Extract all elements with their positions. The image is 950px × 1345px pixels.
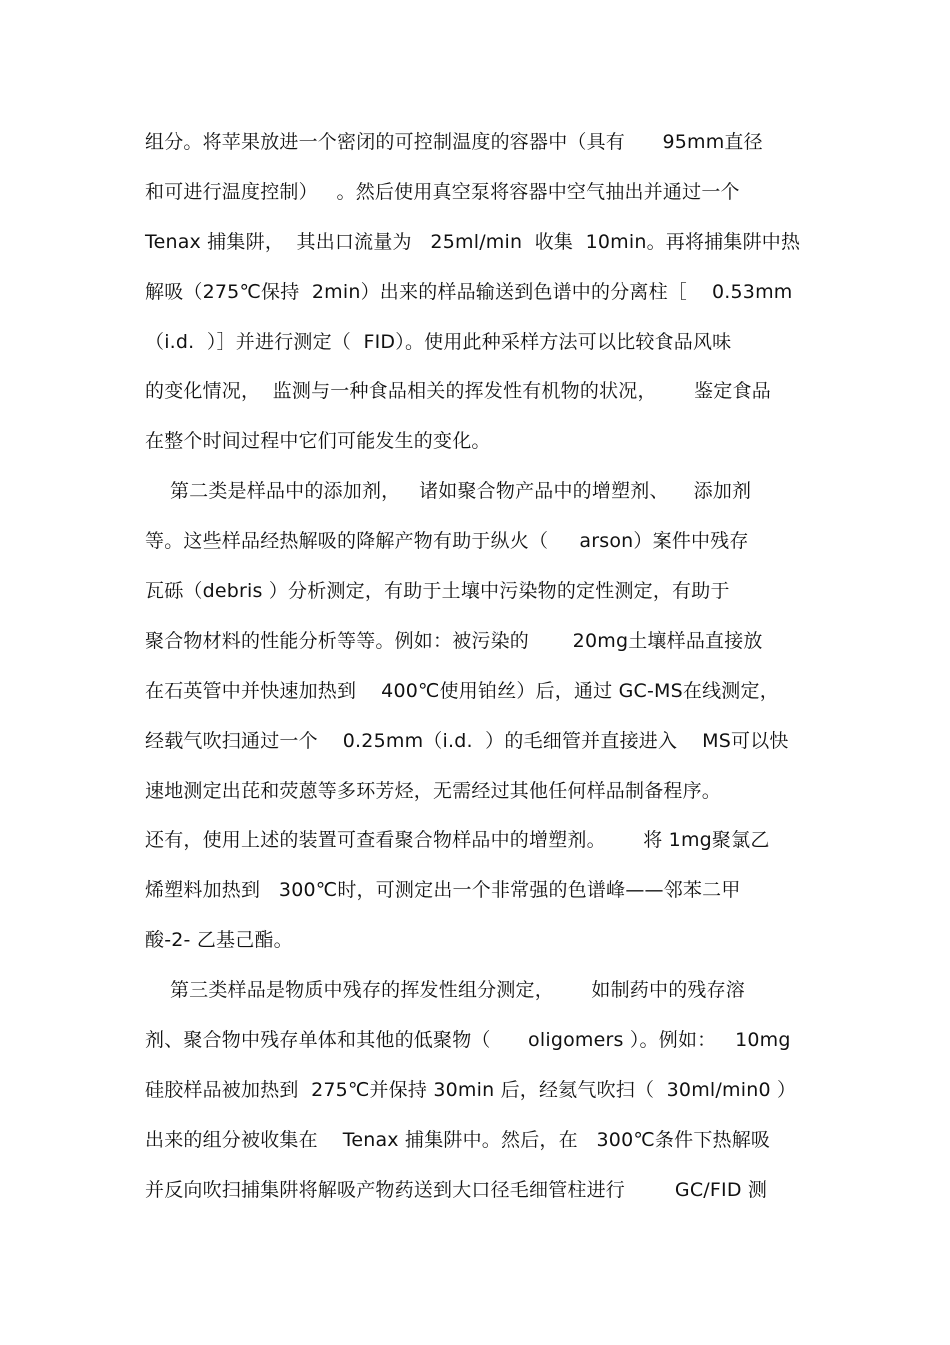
text-line: 硅胶样品被加热到 275℃并保持 30min 后，经氦气吹扫（ 30ml/min0 ）: [145, 1079, 797, 1101]
text-line: 等。这些样品经热解吸的降解产物有助于纵火（ arson）案件中残存: [145, 530, 749, 552]
text-line: 组分。将苹果放进一个密闭的可控制温度的容器中（具有 95mm直径: [145, 131, 763, 153]
text-line: 和可进行温度控制） 。然后使用真空泵将容器中空气抽出并通过一个: [145, 181, 740, 203]
text-line: 还有，使用上述的装置可查看聚合物样品中的增塑剂。 将 1mg聚氯乙: [145, 829, 770, 851]
text-line: 出来的组分被收集在 Tenax 捕集阱中。然后，在 300℃条件下热解吸: [145, 1129, 771, 1151]
text-line: 在整个时间过程中它们可能发生的变化。: [145, 430, 491, 452]
text-line: 的变化情况， 监测与一种食品相关的挥发性有机物的状况， 鉴定食品: [145, 380, 771, 402]
text-line: 速地测定出芘和荧蒽等多环芳烃，无需经过其他任何样品制备程序。: [145, 780, 722, 802]
text-line: Tenax 捕集阱， 其出口流量为 25ml/min 收集 10min。再将捕集阱中热: [145, 231, 801, 253]
text-line: 瓦砾（debris ）分析测定，有助于土壤中污染物的定性测定，有助于: [145, 580, 730, 602]
text-line: 并反向吹扫捕集阱将解吸产物药送到大口径毛细管柱进行 GC/FID 测: [145, 1179, 768, 1201]
text-line: 聚合物材料的性能分析等等。例如：被污染的 20mg土壤样品直接放: [145, 630, 763, 652]
text-line: 烯塑料加热到 300℃时，可测定出一个非常强的色谱峰——邻苯二甲: [145, 879, 741, 901]
text-line: 经载气吹扫通过一个 0.25mm（i.d. ）的毛细管并直接进入 MS可以快: [145, 730, 789, 752]
text-line: （i.d. ）］并进行测定（ FID）。使用此种采样方法可以比较食品风味: [145, 331, 732, 353]
text-line: 酸-2- 乙基己酯。: [145, 929, 293, 951]
text-line: 解吸（275℃保持 2min）出来的样品输送到色谱中的分离柱［ 0.53mm: [145, 281, 793, 303]
text-line: 剂、聚合物中残存单体和其他的低聚物（ oligomers ）。例如： 10mg: [145, 1029, 791, 1051]
text-line: 在石英管中并快速加热到 400℃使用铂丝）后，通过 GC-MS在线测定，: [145, 680, 779, 702]
text-line: 第三类样品是物质中残存的挥发性组分测定， 如制药中的残存溶: [145, 979, 745, 1001]
text-line: 第二类是样品中的添加剂， 诸如聚合物产品中的增塑剂、 添加剂: [145, 480, 752, 502]
